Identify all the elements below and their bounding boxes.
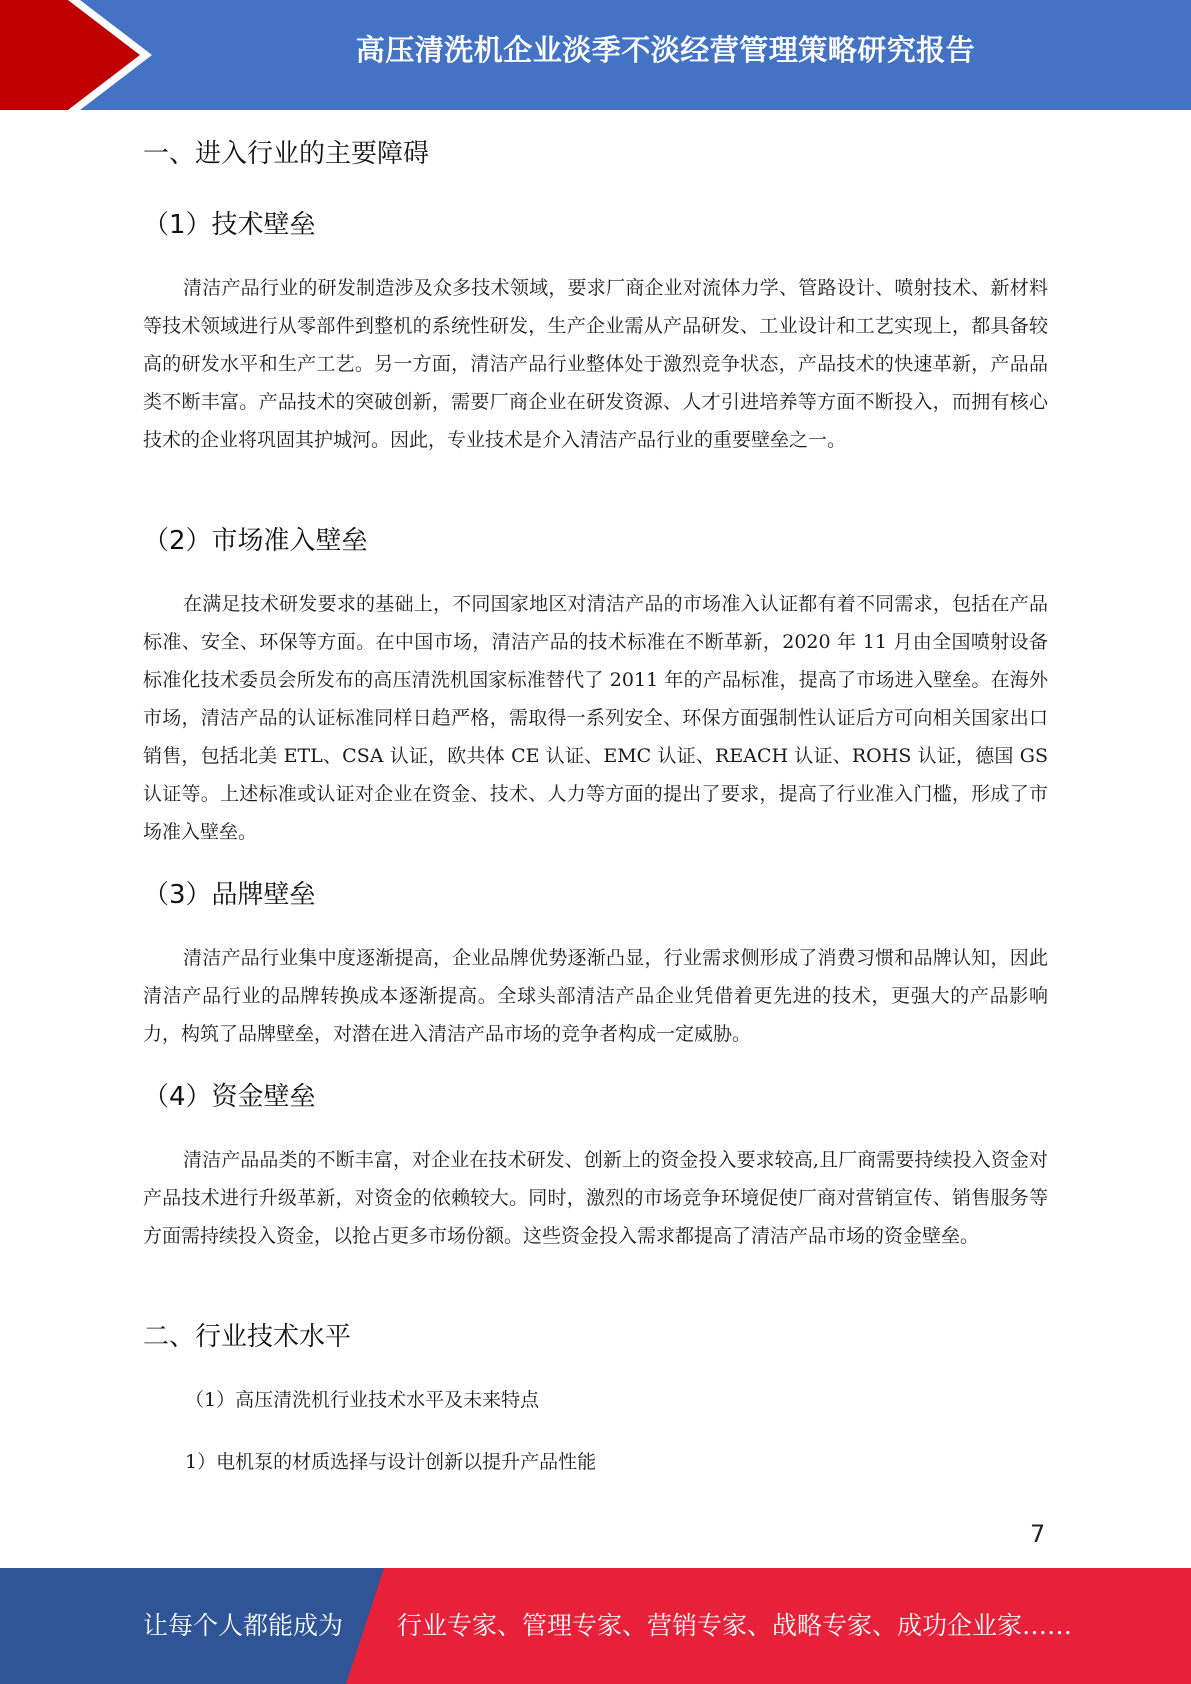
paragraph-brand-barrier: 清洁产品行业集中度逐渐提高，企业品牌优势逐渐凸显，行业需求侧形成了消费习惯和品牌认知，因此清洁产品行业的品牌转换成本逐渐提高。全球头部清洁产品企业凭借着更先进的技术，更强大的产品影响力，构筑了品牌壁垒，对潜在进入清洁产品市场的竞争者构成一定威胁。 bbox=[143, 947, 1048, 1045]
paragraph-tech-barrier: 清洁产品行业的研发制造涉及众多技术领域，要求厂商企业对流体力学、管路设计、喷射技术、新材料等技术领域进行从零部件到整机的系统性研发，生产企业需从产品研发、工业设计和工艺实现上，都具备较高的研发水平和生产工艺。另一方面，清洁产品行业整体处于激烈竞争状态，产品技术的快速革新，产品品类不断丰富。产品技术的突破创新，需要厂商企业在研发资源、人才引进培养等方面不断投入，而拥有核心技术的企业将巩固其护城河。因此，专业技术是介入清洁产品行业的重要壁垒之一。 bbox=[143, 277, 1048, 451]
page-header bbox=[0, 0, 1191, 110]
footer-slogan-left: 让每个人都能成为 bbox=[143, 1611, 344, 1640]
footer-slogan-right: 行业专家、管理专家、营销专家、战略专家、成功企业家…… bbox=[397, 1611, 1073, 1640]
paragraph-market-barrier: 在满足技术研发要求的基础上，不同国家地区对清洁产品的市场准入认证都有着不同需求，包括在产品标准、安全、环保等方面。在中国市场，清洁产品的技术标准在不断革新，2020 年 11 月由全国喷射设备标准化技术委员会所发布的高压清洗机国家标准替代了 2011 年的产品标准，提高了市场进入壁垒。在海外市场，清洁产品的认证标准同样日趋严格，需取得一系列安全、环保方面强制性认证后方可向相关国家出口销售，包括北美 ETL、CSA 认证，欧共体 CE 认证、EMC 认证、REACH 认证、ROHS 认证，德国 GS 认证等。上述标准或认证对企业在资金、技术、人力等方面的提出了要求，提高了行业准入门槛，形成了市场准入壁垒。 bbox=[143, 593, 1048, 843]
page-number: 7 bbox=[1030, 1520, 1046, 1548]
list-item-tech-level: （1）高压清洗机行业技术水平及未来特点 bbox=[185, 1389, 540, 1411]
report-title: 高压清洗机企业淡季不淡经营管理策略研究报告 bbox=[355, 33, 976, 67]
subheading-tech-barrier: （1）技术壁垒 bbox=[143, 210, 316, 240]
section-heading-tech-level: 二、行业技术水平 bbox=[143, 1322, 352, 1352]
subheading-capital-barrier: （4）资金壁垒 bbox=[143, 1082, 316, 1112]
list-item-motor-pump: 1）电机泵的材质选择与设计创新以提升产品性能 bbox=[185, 1451, 597, 1473]
subheading-market-barrier: （2）市场准入壁垒 bbox=[143, 526, 368, 556]
subheading-brand-barrier: （3）品牌壁垒 bbox=[143, 880, 316, 910]
page-footer bbox=[0, 1568, 1191, 1684]
section-heading-barriers: 一、进入行业的主要障碍 bbox=[143, 139, 430, 169]
paragraph-capital-barrier: 清洁产品品类的不断丰富，对企业在技术研发、创新上的资金投入要求较高,且厂商需要持续投入资金对产品技术进行升级革新，对资金的依赖较大。同时，激烈的市场竞争环境促使厂商对营销宣传、销售服务等方面需持续投入资金，以抢占更多市场份额。这些资金投入需求都提高了清洁产品市场的资金壁垒。 bbox=[143, 1149, 1048, 1247]
